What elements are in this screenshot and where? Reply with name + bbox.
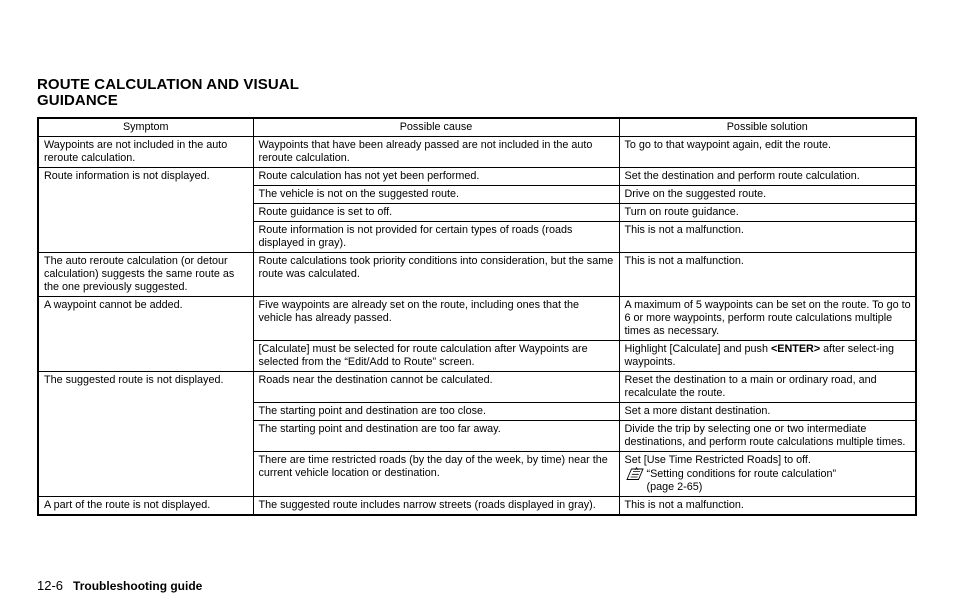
- cause-cell: The starting point and destination are too far away.: [253, 421, 619, 452]
- cause-cell: The vehicle is not on the suggested route.: [253, 186, 619, 204]
- cause-cell: Five waypoints are already set on the route, including ones that the vehicle has already passed.: [253, 297, 619, 341]
- cause-cell: Roads near the destination cannot be calculated.: [253, 372, 619, 403]
- table-header-row: [38, 118, 916, 137]
- table-row: [38, 497, 916, 516]
- symptom-cell: A part of the route is not displayed.: [38, 497, 253, 516]
- solution-cell: A maximum of 5 waypoints can be set on the route. To go to 6 or more waypoints, perform route calculations multiple times as necessary.: [619, 297, 916, 341]
- cause-cell: [Calculate] must be selected for route calculation after Waypoints are selected from the “Edit/Add to Route” screen.: [253, 341, 619, 372]
- table-row: [38, 137, 916, 168]
- table-row: [38, 372, 916, 403]
- page-number: 12-6: [37, 578, 64, 593]
- cause-cell: Route calculations took priority conditions into consideration, but the same route was calculated.: [253, 253, 619, 297]
- reference-page: (page 2-65): [646, 481, 703, 493]
- solution-cell: This is not a malfunction.: [619, 253, 916, 297]
- solution-cell: To go to that waypoint again, edit the route.: [619, 137, 916, 168]
- header-symptom: Symptom: [38, 118, 253, 137]
- solution-cell: Reset the destination to a main or ordinary road, and recalculate the route.: [619, 372, 916, 403]
- page-footer: [37, 578, 202, 593]
- solution-cell: Turn on route guidance.: [619, 204, 916, 222]
- section-name: Troubleshooting guide: [73, 579, 203, 593]
- solution-text: Set [Use Time Restricted Roads] to off.: [624, 454, 811, 466]
- solution-cell: This is not a malfunction.: [619, 222, 916, 253]
- cause-cell: The starting point and destination are too close.: [253, 403, 619, 421]
- symptom-cell: The auto reroute calculation (or detour calculation) suggests the same route as the one previously suggested.: [38, 253, 253, 297]
- troubleshooting-table: [37, 117, 917, 516]
- solution-cell: Set a more distant destination.: [619, 403, 916, 421]
- solution-cell: Drive on the suggested route.: [619, 186, 916, 204]
- cause-cell: Route calculation has not yet been performed.: [253, 168, 619, 186]
- symptom-cell: A waypoint cannot be added.: [38, 297, 253, 372]
- table-row: [38, 297, 916, 341]
- reference-title: “Setting conditions for route calculation”: [646, 468, 837, 480]
- solution-text: after select-ing waypoints.: [624, 343, 894, 368]
- solution-cell: This is not a malfunction.: [619, 497, 916, 516]
- cause-cell: There are time restricted roads (by the day of the week, by time) near the current vehicle location or destination.: [253, 452, 619, 497]
- solution-cell: [619, 341, 916, 372]
- header-possible-solution: Possible solution: [619, 118, 916, 137]
- page-title: [37, 77, 457, 109]
- solution-cell: Divide the trip by selecting one or two intermediate destinations, and perform route calculations multiple times.: [619, 421, 916, 452]
- cause-cell: Waypoints that have been already passed are not included in the auto reroute calculation.: [253, 137, 619, 168]
- solution-cell: [619, 452, 916, 497]
- cause-cell: Route information is not provided for certain types of roads (roads displayed in gray).: [253, 222, 619, 253]
- enter-key-label: <ENTER>: [770, 343, 821, 355]
- symptom-cell: Waypoints are not included in the auto reroute calculation.: [38, 137, 253, 168]
- symptom-cell: Route information is not displayed.: [38, 168, 253, 253]
- table-row: [38, 253, 916, 297]
- header-possible-cause: Possible cause: [253, 118, 619, 137]
- cause-cell: The suggested route includes narrow streets (roads displayed in gray).: [253, 497, 619, 516]
- cause-cell: Route guidance is set to off.: [253, 204, 619, 222]
- page-title-line-2: GUIDANCE: [37, 92, 118, 109]
- solution-text: Highlight [Calculate] and push: [624, 343, 771, 355]
- page-reference: [625, 468, 912, 494]
- table-row: [38, 168, 916, 186]
- symptom-cell: The suggested route is not displayed.: [38, 372, 253, 497]
- page-title-line-1: ROUTE CALCULATION AND VISUAL: [37, 76, 299, 93]
- solution-cell: Set the destination and perform route calculation.: [619, 168, 916, 186]
- page-reference-icon: [625, 467, 647, 481]
